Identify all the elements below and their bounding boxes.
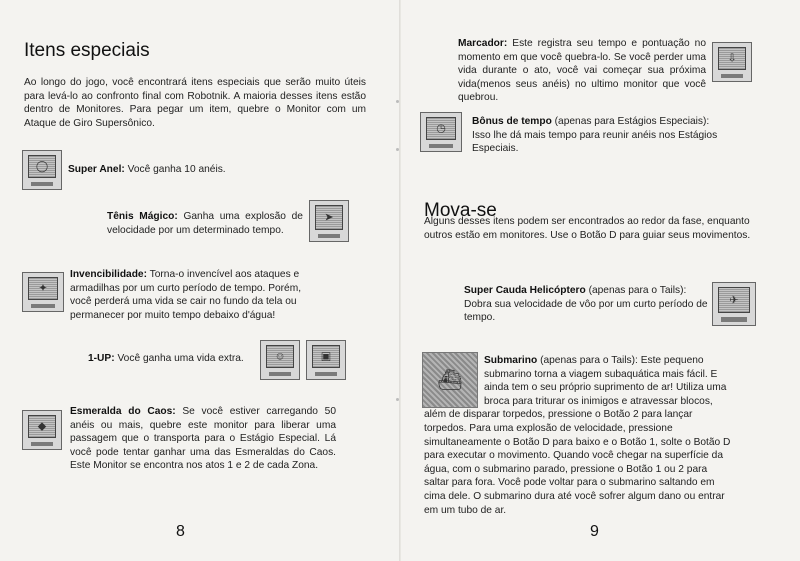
item-name: Super Cauda Helicóptero bbox=[464, 285, 586, 296]
print-mark bbox=[396, 398, 399, 401]
item-text: Você ganha 10 anéis. bbox=[127, 164, 226, 175]
item-text-line: para executar o movimento. Quando você chegar na superfície da bbox=[424, 450, 724, 462]
invincibility-monitor-icon: ✦ bbox=[22, 272, 64, 312]
item-text-line: broca para triturar os inimigos e atravessar blocos, bbox=[484, 395, 713, 407]
item-text-line: ainda tem o seu próprio suprimento de ar! Utiliza uma bbox=[484, 382, 727, 394]
item-super-ring bbox=[68, 163, 358, 177]
item-name: Marcador: bbox=[458, 38, 508, 49]
item-text-line: Este pequeno bbox=[640, 355, 704, 366]
item-note: (apenas para Estágios Especiais): bbox=[554, 116, 710, 127]
item-time-bonus bbox=[472, 115, 742, 156]
helicopter-tail-monitor-icon: ✈ bbox=[712, 282, 756, 326]
item-note: (apenas para o Tails): bbox=[588, 285, 687, 296]
item-checkpoint bbox=[458, 37, 706, 105]
item-text: Isso lhe dá mais tempo para reunir anéis nos Estágios Especiais. bbox=[472, 129, 718, 155]
ring-monitor-icon: ◯ bbox=[22, 150, 62, 190]
checkpoint-monitor-icon: ⇩ bbox=[712, 42, 752, 82]
item-text: Este registra seu tempo e pontuação no momento em que você quebra-lo. Se você perder uma vida durante o ato, você vai começar sua próxima vida(menos seus anéis) no ultimo monitor que você quebrou. bbox=[458, 38, 706, 104]
item-name: Invencibilidade: bbox=[70, 269, 147, 280]
item-note: (apenas para o Tails): bbox=[540, 355, 638, 366]
print-mark bbox=[396, 148, 399, 151]
submarine-image-icon: ⛴ bbox=[422, 352, 478, 408]
move-helicopter-tail bbox=[464, 284, 714, 325]
item-text-line: submarino torna a viagem subaquática mais fácil. E bbox=[484, 368, 718, 380]
item-text-line: em um tubo de ar. bbox=[424, 504, 507, 516]
item-name: Esmeralda do Caos: bbox=[70, 406, 176, 417]
item-text-line: além de disparar torpedos, pressione o Botão 2 para lançar bbox=[424, 409, 693, 421]
chaos-emerald-monitor-icon: ◆ bbox=[22, 410, 62, 450]
item-text: Torna-o invencível aos ataques e armadilhas por um curto período de tempo. Porém, você perderá uma vida se cair no fundo da tela ou permanecer por muito tempo debaixo d'água! bbox=[70, 269, 302, 321]
item-text-line: torpedos. Para uma explosão de velocidade, pressione bbox=[424, 422, 673, 434]
item-name: Bônus de tempo bbox=[472, 116, 552, 127]
sneakers-monitor-icon: ➤ bbox=[309, 200, 349, 242]
page-number: 8 bbox=[176, 523, 185, 540]
print-mark bbox=[396, 100, 399, 103]
item-text: Você ganha uma vida extra. bbox=[117, 353, 244, 364]
item-name: Super Anel: bbox=[68, 164, 125, 175]
one-up-monitor-icon: ☺ bbox=[260, 340, 300, 380]
item-magic-sneakers bbox=[107, 210, 303, 237]
item-text-line: água, com o submarino parado, pressione o Botão 1 ou 2 para bbox=[424, 463, 708, 475]
section-title: Mova-se bbox=[424, 200, 497, 221]
item-text: Ganha uma explosão de velocidade por um determinado tempo. bbox=[107, 211, 303, 236]
item-chaos-emerald bbox=[70, 405, 336, 473]
intro-paragraph: Ao longo do jogo, você encontrará itens especiais que serão muito úteis para levá-lo ao confronto final com Robotnik. A maioria desses itens estão dentro de Monitores. Para pegar um item, quebre o Monitor com um Ataque de Giro Supersônico. bbox=[24, 77, 366, 129]
right-page bbox=[400, 0, 800, 561]
item-text: Dobra sua velocidade de vôo por um curto período de tempo. bbox=[464, 298, 708, 324]
item-text-line: simultaneamente o Botão D para baixo e o Botão 1, solte o Botão D bbox=[424, 436, 731, 448]
item-text-line: saltar para fora. Você pode voltar para o submarino saltando em bbox=[424, 477, 715, 489]
item-name: Tênis Mágico: bbox=[107, 211, 178, 222]
section-intro: Alguns desses itens podem ser encontrados ao redor da fase, enquanto outros estão em monitores. Use o Botão D para guiar seus movimentos. bbox=[424, 216, 751, 241]
time-bonus-monitor-icon: ◷ bbox=[420, 112, 462, 152]
item-name: 1-UP: bbox=[88, 353, 115, 364]
item-text: Se você estiver carregando 50 anéis ou mais, quebre este monitor para liberar uma passagem que o transporta para o Estágio Especial. Lá você pode tentar ganhar uma das Esmeraldas do Caos. Este Monitor se encontra nos atos 1 e 2 de cada Zona. bbox=[70, 406, 336, 472]
move-submarine bbox=[424, 354, 774, 517]
item-one-up bbox=[88, 352, 258, 366]
item-text-line: cima dele. O submarino dura até você sofrer algum dano ou entrar bbox=[424, 490, 725, 502]
page-number: 9 bbox=[590, 523, 599, 540]
item-name: Submarino bbox=[484, 355, 538, 366]
one-up-alt-monitor-icon: ▣ bbox=[306, 340, 346, 380]
page-title: Itens especiais bbox=[24, 40, 150, 61]
item-invincibility bbox=[70, 268, 320, 322]
